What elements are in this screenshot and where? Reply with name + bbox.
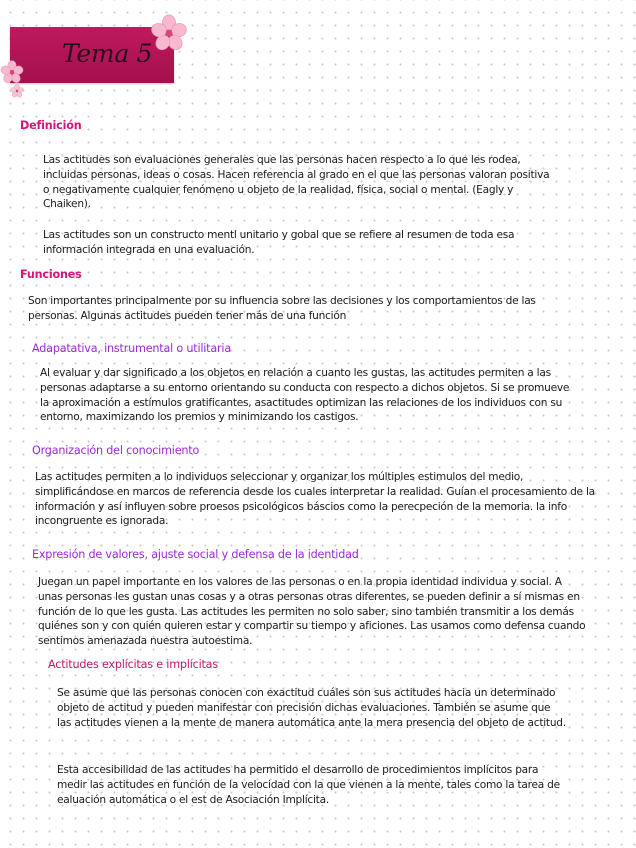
subheading-expresion: Expresión de valores, ajuste social y defensa de la identidad: [32, 548, 359, 561]
expresion-paragraph: Juegan un papel importante en los valores de las personas o en la propia identidad individua y social. A unas personas les gustan unas cosas y a otras personas otras diferentes, se pueden definir a sí mismas en función de lo que les gusta. Las actitudes les permiten no solo saber, sino también transmitir a los demás quiénes son y con quién quieren estar y compartir su tiempo y aficiones. Las usamos como defensa cuando sentimos amenazada nuestra autoestima.: [38, 576, 586, 648]
adaptativa-paragraph: Al evaluar y dar significado a los objetos en relación a cuanto les gustas, las actitudes permiten a las personas adaptarse a su entorno orientando su conducta con respecto a dichos objetos. Si se promueve la aproximación a estímulos gratificantes, asactitudes optimizan las relaciones de los individuos con su entorno, maximizando los premios y minimizando los castigos.: [40, 367, 570, 424]
definicion-paragraph-2: Las actitudes son un constructo mentl unitario y gobal que se refiere al resumen de toda esa información integrada en una evaluación.: [43, 229, 515, 256]
explicitas-paragraph-1: Se asume que las personas conocen con exactitud cuáles son sus actitudes hacia un determinado objeto de actitud y pueden manifestar con precisión dichas evaluaciones. También se asume que las actitudes vienen a la mente de manera automática ante la mera presencia del objeto de actitud.: [57, 687, 566, 729]
explicitas-paragraph-2: Esta accesibilidad de las actitudes ha permitido el desarrollo de procedimientos implícitos para medir las actitudes en función de la velocidad con la que vienen a la mente, tales como la tarea de ealuación automática o el est de Asociación Implícita.: [57, 764, 560, 806]
page-title: Tema 5: [62, 39, 153, 68]
subheading-explicitas: Actitudes explícitas e implícitas: [48, 658, 218, 671]
subheading-adaptativa: Adapatativa, instrumental o utilitaria: [32, 342, 231, 355]
section-heading-funciones: Funciones: [20, 268, 82, 281]
funciones-intro: Son importantes principalmente por su influencia sobre las decisiones y los comportamientos de las personas. Algunas actitudes pueden tener más de una función: [28, 295, 536, 322]
flower-icon: [0, 60, 24, 84]
flower-icon: [150, 14, 188, 52]
organizacion-paragraph: Las actitudes permiten a lo individuos seleccionar y organizar los múltiples estimulos del medio, simplificándose en marcos de referencia desde los cuales interpretar la realidad. Guían el procesamiento de la información y así influyen sobre proesos psicológicos báscios como la perecpeción de la memoria. la info incongruente es ignorada.: [35, 471, 595, 528]
subheading-organizacion: Organización del conocimiento: [32, 444, 200, 457]
section-heading-definicion: Definición: [20, 119, 82, 132]
flower-icon: [10, 84, 24, 98]
definicion-paragraph-1: Las actitudes son evaluaciones generales que las personas hacen respecto a lo que les rodea, incluidas personas, ideas o cosas. Hacen referencia al grado en el que las personas valoran positiva o negativamente cualquier fenómeno u objeto de la realidad, física, social o mental. (Eagly y Chaiken).: [43, 154, 550, 211]
